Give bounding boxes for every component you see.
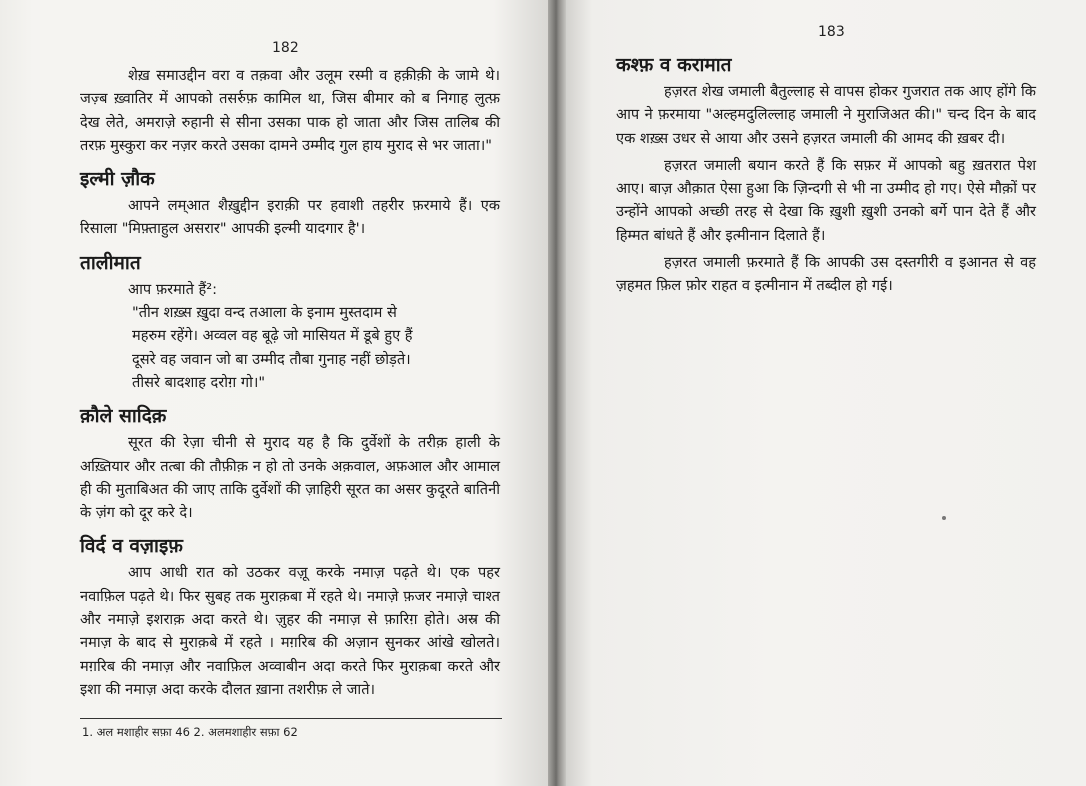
- section-text-qaule-sadiq: सूरत की रेज़ा चीनी से मुराद यह है कि दुर्वेशों के तरीक़ हाली के अख़्तियार और तत्बा की तौफ़ीक़ न हो तो उनके अक़वाल, अफ़आल और आमाल ही की मुताबिअत की जाए ताकि दुर्वेशों की ज़ाहिरी सूरत का असर कुदूरते बातिनी के ज़ंग को दूर करे दे।: [80, 434, 500, 522]
- paper-speck: [942, 516, 946, 520]
- page-number-right: 183: [818, 24, 845, 40]
- section-text-ilmi-zauq: आपने लम्आत शैख़ुद्दीन इराक़ी पर हवाशी तहरीर फ़रमाये हैं। एक रिसाला "मिफ़्ताहुल असरार" आपकी इल्मी यादगार है'।: [80, 197, 500, 238]
- section-heading-qaule-sadiq: क़ौले सादिक़: [80, 405, 167, 428]
- section-intro-talimat: आप फ़रमाते हैं²:: [128, 280, 218, 298]
- quote-line: तीसरे बादशाह दरोग़ गो।": [132, 373, 266, 391]
- section-heading-talimat: तालीमात: [80, 251, 141, 274]
- section-text-wird-wazaif: आप आधी रात को उठकर वज़ू करके नमाज़ पढ़ते थे। एक पहर नवाफ़िल पढ़ते थे। फिर सुबह तक मुराक़बा में रहते थे। नमाज़े फ़जर नमाज़े चाश्त और नमाज़े इशराक़ अदा करते थे। ज़ुहर की नमाज़ से फ़ारिग़ होते। अस्र की नमाज़ के बाद से मुराक़बे में रहते । मग़रिब की अज़ान सुनकर आंखे खोलते। मग़रिब की नमाज़ और नवाफ़िल अव्वाबीन अदा करते फिर मुराक़बा करते और इशा की नमाज़ अदा करके दौलत ख़ाना तशरीफ़ ले जाते।: [80, 564, 500, 698]
- left-page-body: [80, 64, 500, 701]
- talimat-quote: [132, 301, 500, 394]
- quote-line: दूसरे वह जवान जो बा उम्मीद तौबा गुनाह नहीं छोड़ते।: [132, 350, 411, 368]
- page-number-left: 182: [272, 40, 299, 56]
- quote-line: "तीन शख़्स ख़ुदा वन्द तआला के इनाम मुस्तदाम से: [132, 304, 397, 322]
- quote-line: महरुम रहेंगे। अव्वल वह बूढ़े जो मासियत में डूबे हुए हैं: [132, 327, 413, 345]
- right-page-body: [616, 52, 1036, 302]
- paragraph: हज़रत शेख जमाली बैतुल्लाह से वापस होकर गुजरात तक आए होंगे कि आप ने फ़रमाया "अल्हमदुलिल्लाह जमाली ने मुराजिअत की।" चन्द दिन के बाद एक शख़्स उधर से आया और उसने हज़रत जमाली की आमद की ख़बर दी।: [616, 83, 1036, 147]
- paragraph: हज़रत जमाली बयान करते हैं कि सफ़र में आपको बहु ख़तरात पेश आए। बाज़ औक़ात ऐसा हुआ कि ज़िन्दगी से भी ना उम्मीद हो गए। ऐसे मौक़ों पर उन्होंने आपको अच्छी तरह से देखा कि ख़ुशी ख़ुशी उनको बर्गे पान देते हैं और हिम्मत बांधते हैं और इत्मीनान दिलाते हैं।: [616, 156, 1036, 244]
- paragraph: हज़रत जमाली फ़रमाते हैं कि आपकी उस दस्तगीरी व इआनत से वह ज़हमत फ़िल फ़ोर राहत व इत्मीनान में तब्दील हो गई।: [616, 254, 1036, 295]
- footnote-divider: [80, 718, 502, 719]
- right-page: [566, 0, 1086, 786]
- book-gutter: [548, 0, 566, 786]
- section-heading-wird-wazaif: विर्द व वज़ाइफ़: [80, 535, 183, 558]
- section-heading-kashf-karamat: कश्फ़ व करामात: [616, 54, 732, 76]
- section-heading-ilmi-zauq: इल्मी ज़ौक: [80, 168, 155, 191]
- continuation-paragraph: शेख़ समाउद्दीन वरा व तक़वा और उलूम रस्मी व हक़ीक़ी के जामे थे। जज़्ब ख़्वातिर में आपको तसर्रुफ़ कामिल था, जिस बीमार को ब निगाह लुत्फ़ देख लेते, अमराज़े रुहानी से सीना उसका पाक हो जाता और जिस तालिब की तरफ़ मुस्कुरा कर नज़र करते उसका दामने उम्मीद गुल हाय मुराद से भर जाता।": [80, 67, 500, 154]
- footnote: 1. अल मशाहीर सफ़ा 46 2. अलमशाहीर सफ़ा 62: [82, 725, 298, 739]
